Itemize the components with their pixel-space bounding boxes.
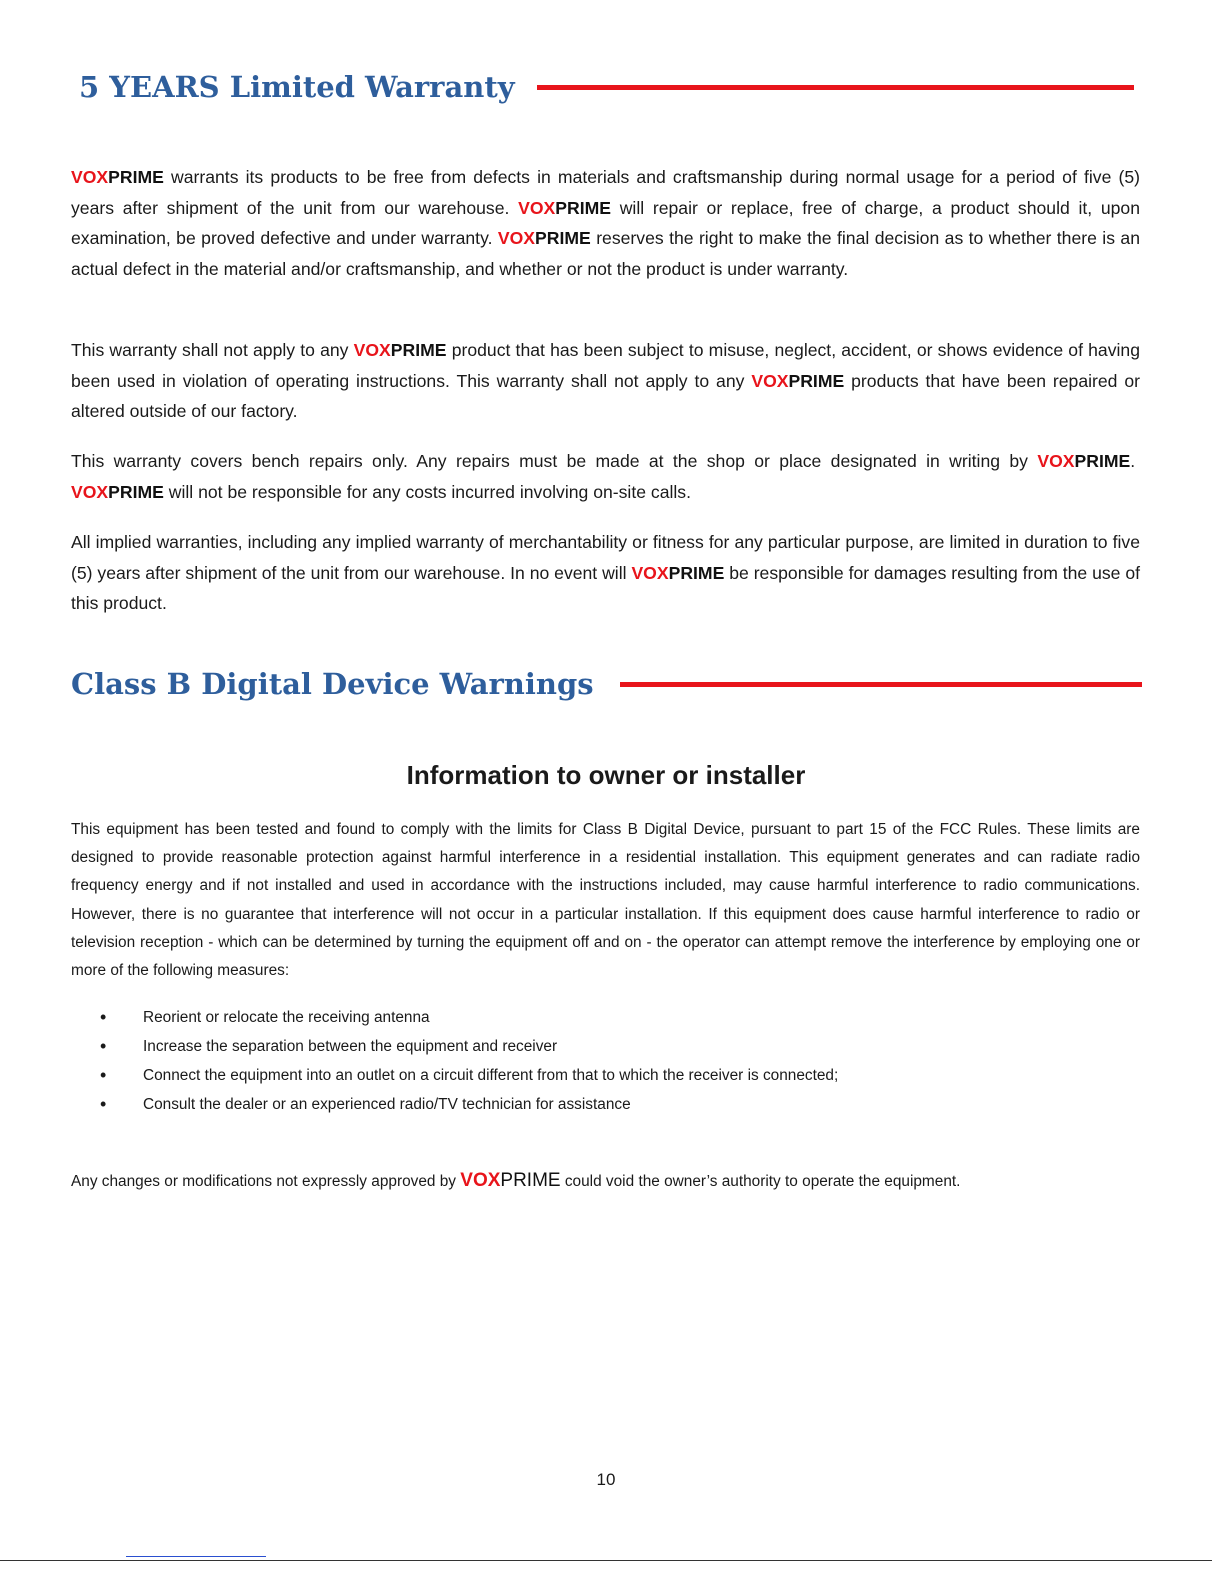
- brand-name: VOXPRIME: [497, 228, 591, 248]
- list-item: • Increase the separation between the equipment and receiver: [100, 1032, 838, 1061]
- warranty-paragraph-1: VOXPRIME warrants its products to be free from defects in materials and craftsmanship during normal usage for a period of five (5) years after shipment of the unit from our warehouse. VOXPRIME will repair or replace, free of charge, a product should it, upon examination, be proved defective and under warranty. VOXPRIME reserves the right to make the final decision as to whether there is an actual defect in the material and/or craftsmanship, and whether or not the product is under warranty.: [71, 167, 1141, 279]
- classb-heading: Class B Digital Device Warnings: [71, 667, 594, 701]
- page-number: 10: [596, 1470, 616, 1489]
- info-subheading: Information to owner or installer: [406, 760, 806, 790]
- classb-heading-row: [71, 667, 1142, 701]
- bullet-icon: •: [100, 1094, 107, 1114]
- brand-name: VOXPRIME: [71, 481, 164, 502]
- warranty-heading-row: [79, 70, 1134, 104]
- footer-rule: [0, 1560, 1212, 1561]
- warranty-heading: 5 YEARS Limited Warranty: [79, 70, 515, 104]
- fcc-body: This equipment has been tested and found to comply with the limits for Class B Digital Device, pursuant to part 15 of the FCC Rules. These limits are designed to provide reasonable protection against harmful interference in a residential installation. This equipment generates and can radiate radio frequency energy and if not installed and used in accordance with the instructions included, may cause harmful interference to radio communications. However, there is no guarantee that interference will not occur in a particular installation. If this equipment does cause harmful interference to radio or television reception - which can be determined by turning the equipment off and on - the operator can attempt remove the interference by employing one or more of the following measures:: [71, 821, 1140, 980]
- footer-link-underline: [126, 1556, 266, 1557]
- brand-name: VOXPRIME: [1037, 451, 1131, 471]
- brand-name: VOXPRIME: [518, 197, 611, 218]
- heading-rule: [537, 85, 1134, 90]
- warranty-paragraph-3: This warranty covers bench repairs only. Any repairs must be made at the shop or place designated in writing by VOXPRIME. VOXPRIME will not be responsible for any costs incurred involving on-site calls.: [71, 451, 1136, 502]
- bullet-icon: •: [100, 1036, 107, 1056]
- brand-name: VOXPRIME: [353, 340, 447, 360]
- warranty-paragraph-2: This warranty shall not apply to any VOXPRIME product that has been subject to misuse, neglect, accident, or shows evidence of having been used in violation of operating instructions. This warranty shall not apply to any VOXPRIME products that have been repaired or altered outside of our factory.: [71, 340, 1141, 421]
- brand-name: VOXPRIME: [460, 1170, 561, 1191]
- measures-list: [100, 1003, 838, 1119]
- list-item: • Connect the equipment into an outlet on a circuit different from that to which the receiver is connected;: [100, 1061, 838, 1090]
- list-item: • Reorient or relocate the receiving antenna: [100, 1003, 838, 1032]
- changes-notice: Any changes or modifications not expressly approved by VOXPRIME could void the owner’s authority to operate the equipment.: [71, 1170, 961, 1191]
- brand-name: VOXPRIME: [631, 562, 725, 583]
- brand-name: VOXPRIME: [751, 370, 845, 391]
- brand-name: VOXPRIME: [71, 167, 164, 187]
- warranty-paragraph-4: All implied warranties, including any implied warranty of merchantability or fitness for any particular purpose, are limited in duration to five (5) years after shipment of the unit from our warehouse. In no event will VOXPRIME be responsible for damages resulting from the use of this product.: [71, 532, 1141, 613]
- bullet-icon: •: [100, 1065, 107, 1085]
- list-item: • Consult the dealer or an experienced radio/TV technician for assistance: [100, 1090, 838, 1119]
- bullet-icon: •: [100, 1007, 107, 1027]
- heading-rule: [620, 682, 1142, 687]
